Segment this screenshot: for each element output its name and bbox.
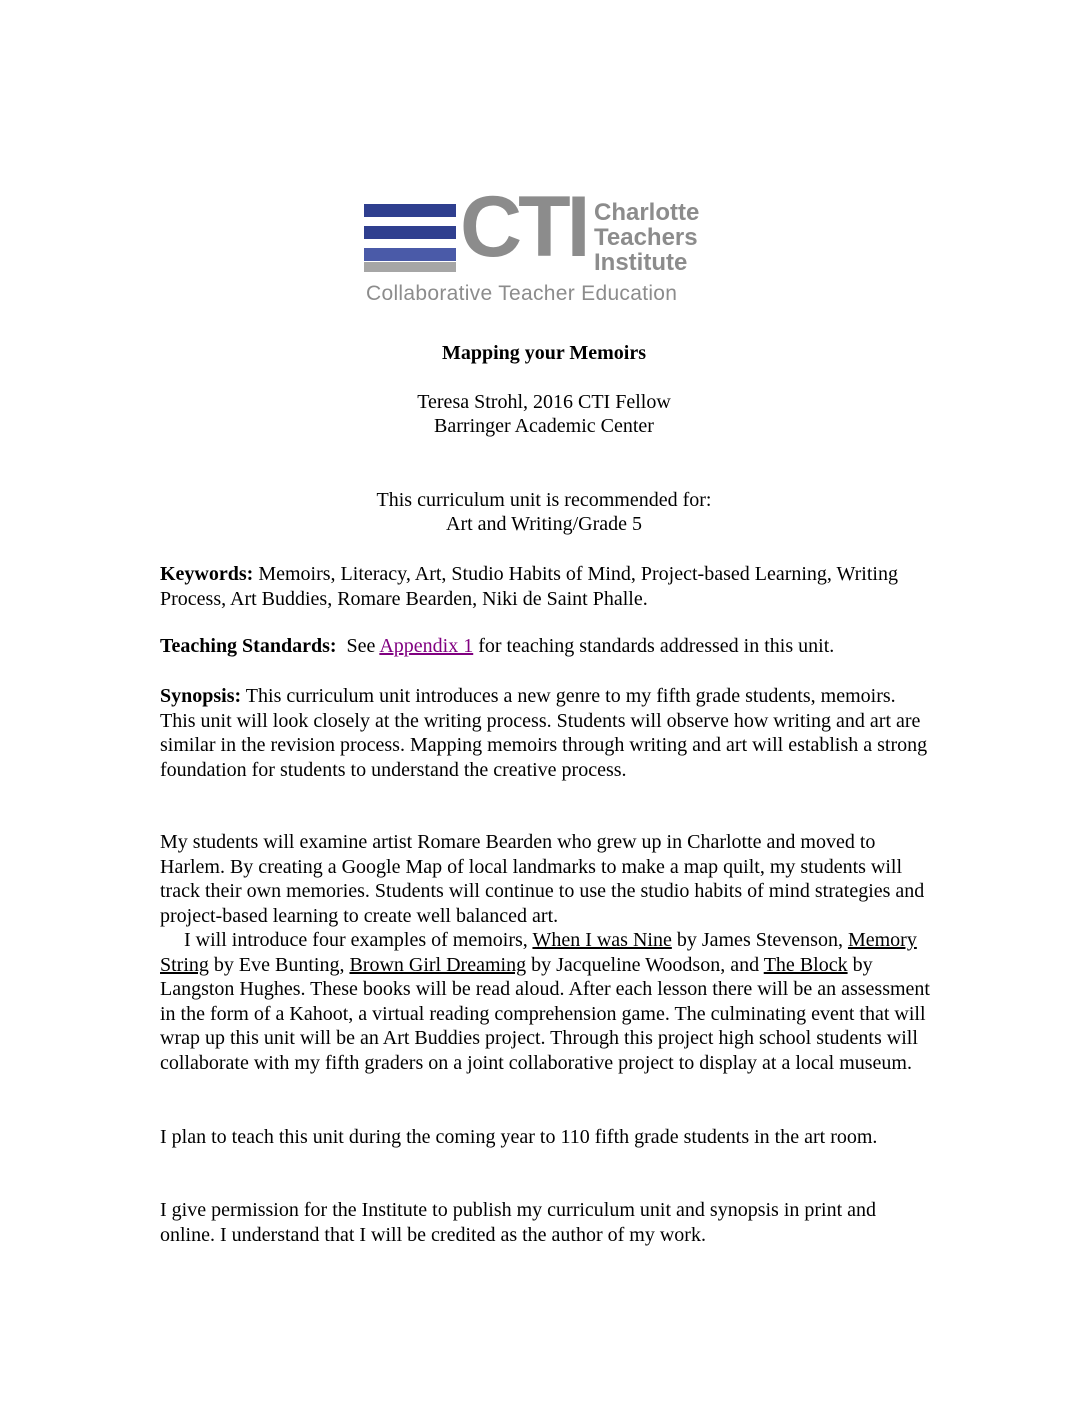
logo-acronym: CTI	[460, 179, 587, 275]
logo-tagline: Collaborative Teacher Education	[366, 282, 678, 305]
author-line: Teresa Strohl, 2016 CTI Fellow	[417, 391, 671, 413]
examples-text-3: by Eve Bunting,	[208, 953, 350, 976]
school-line: Barringer Academic Center	[434, 415, 654, 437]
logo-bar-3	[364, 248, 456, 261]
logo-org-line-2: Teachers	[594, 224, 698, 251]
book-title-when-i-was-nine: When I was Nine	[532, 929, 672, 951]
synopsis-label: Synopsis:	[160, 685, 242, 707]
logo-bar-1	[364, 204, 456, 217]
synopsis-paragraph	[160, 684, 930, 782]
examples-text-5: by Langston Hughes. These books will be read aloud. After each lesson there will be an assessment in the form of a Kahoot, a virtual reading comprehension game. The culminating event that will wrap up this unit will be an Art Buddies project. Through this project high school students will collaborate with my fifth graders on a joint collaborative project to display at a local museum.	[160, 953, 930, 1074]
examples-text-2: by James Stevenson,	[671, 929, 848, 951]
keywords-paragraph	[160, 562, 930, 611]
examples-text-4: by Jacqueline Woodson, and	[526, 953, 764, 976]
keywords-text: Memoirs, Literacy, Art, Studio Habits of Mind, Project-based Learning, Writing Process, Art Buddies, Romare Bearden, Niki de Saint Phalle.	[160, 563, 898, 610]
grade-subject-line: Art and Writing/Grade 5	[446, 513, 642, 535]
teaching-standards-paragraph	[160, 634, 930, 659]
logo-bar-4	[364, 262, 456, 272]
logo-bar-2	[364, 226, 456, 239]
document-title: Mapping your Memoirs	[441, 342, 647, 364]
logo-org-line-1: Charlotte	[594, 199, 700, 226]
plan-paragraph: I plan to teach this unit during the coming year to 110 fifth grade students in the art room.	[160, 1126, 878, 1148]
appendix-1-link[interactable]: Appendix 1	[379, 635, 474, 657]
bearden-paragraph: My students will examine artist Romare Bearden who grew up in Charlotte and moved to Harlem. By creating a Google Map of local landmarks to make a map quilt, my students will track their own memories. Students will continue to use the studio habits of mind strategies and project-based learning to create well balanced art.	[160, 831, 925, 927]
book-title-memory-string: Memory String	[160, 929, 917, 976]
logo-org-name	[594, 200, 699, 275]
logo-org-line-3: Institute	[594, 249, 688, 276]
examples-text-1: I will introduce four examples of memoirs,	[184, 929, 533, 951]
keywords-label: Keywords:	[160, 563, 254, 585]
book-title-the-block: The Block	[763, 953, 848, 976]
book-title-brown-girl-dreaming: Brown Girl Dreaming	[349, 953, 527, 976]
teaching-standards-label: Teaching Standards:	[160, 635, 337, 657]
cti-logo	[364, 179, 724, 308]
permission-paragraph: I give permission for the Institute to publish my curriculum unit and synopsis in print and online. I understand that I will be credited as the author of my work.	[160, 1199, 877, 1246]
standards-text-before: See	[336, 635, 380, 657]
memoir-examples-paragraph	[160, 928, 930, 1076]
standards-text-after: for teaching standards addressed in this unit.	[473, 635, 835, 657]
synopsis-text: This curriculum unit introduces a new genre to my fifth grade students, memoirs. This unit will look closely at the writing process. Students will observe how writing and art are similar in the revision process. Mapping memoirs through writing and art will establish a strong foundation for students to understand the creative process.	[160, 685, 928, 781]
recommendation-line: This curriculum unit is recommended for:	[376, 489, 712, 511]
